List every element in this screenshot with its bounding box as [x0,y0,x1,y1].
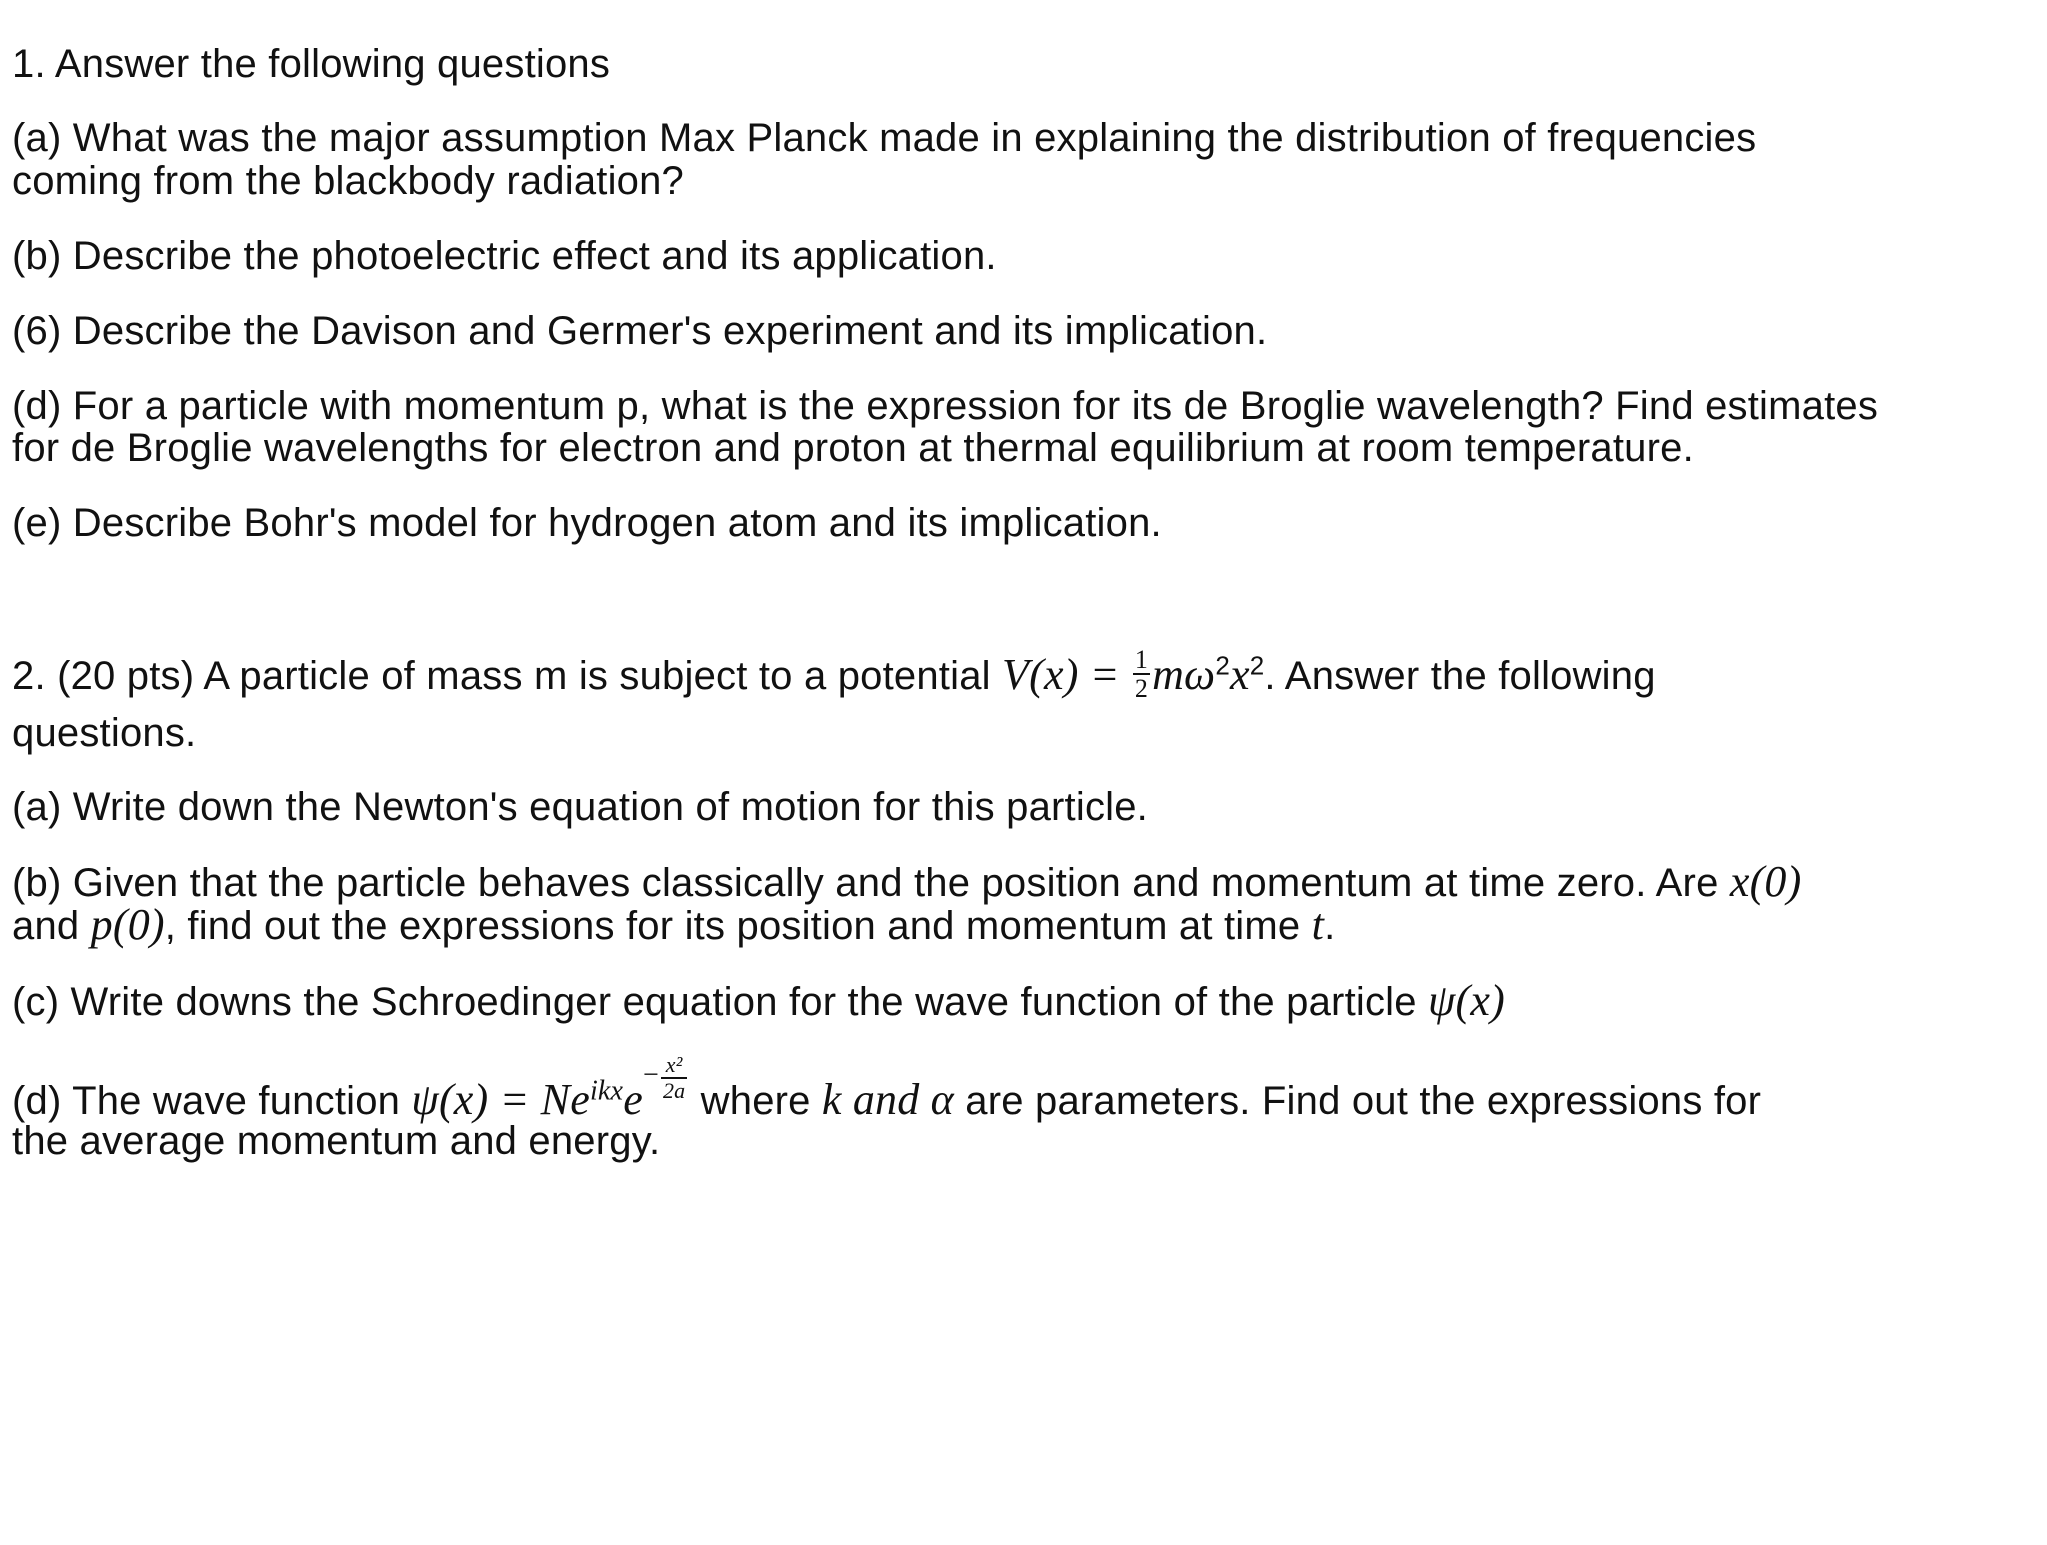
gaussian-minus: − [642,1060,659,1091]
q2d-where: where [689,1079,822,1123]
omega-square: 2 [1215,650,1230,681]
wavefunction-lhs: ψ(x) = Ne [411,1075,590,1124]
q1d-line1: (d) For a particle with momentum p, what is the expression for its de Broglie wavelength? Find estimates [12,384,1879,428]
parameters-k-alpha: k and α [821,1075,954,1124]
one-half-fraction [1133,646,1150,703]
q2d-line2: the average momentum and energy. [12,1119,661,1163]
q1e: (e) Describe Bohr's model for hydrogen atom and its implication. [12,501,1162,545]
gaussian-numerator: x² [661,1053,687,1078]
time-t: t [1311,900,1325,949]
q2c-text: (c) Write downs the Schroedinger equation for the wave function of the particle [12,980,1429,1024]
q2d-suffix: are parameters. Find out the expressions for [953,1079,1762,1123]
q1a-line1: (a) What was the major assumption Max Planck made in explaining the distribution of frequencies [12,116,1757,160]
potential-lhs: V(x) = [1002,649,1131,699]
q2-intro-line2: questions. [12,711,197,755]
q1d-line2: for de Broglie wavelengths for electron and proton at thermal equilibrium at room temperature. [12,426,1694,470]
potential-m-omega: mω [1152,649,1216,699]
q2b-line2 [12,900,1336,949]
potential-x: x [1229,649,1250,699]
q2b-line1 [12,857,1802,906]
q1-title: 1. Answer the following questions [12,42,611,86]
q1a-line2: coming from the blackbody radiation? [12,159,685,203]
ikx-exponent: ikx [589,1075,624,1107]
q2b-line1-text: (b) Given that the particle behaves classically and the position and momentum at time zero. Are [12,861,1730,905]
psi-of-x: ψ(x) [1428,976,1505,1025]
x-square: 2 [1249,650,1265,681]
q2-intro-suffix: . Answer the following [1264,653,1656,698]
q2d-prefix: (d) The wave function [12,1079,412,1123]
q1c: (6) Describe the Davison and Germer's experiment and its implication. [12,309,1268,353]
q2c [12,976,1505,1025]
q2b-line2-end: . [1324,904,1336,948]
gaussian-e: e [623,1075,643,1124]
q2a: (a) Write down the Newton's equation of motion for this particle. [12,785,1148,829]
q2b-line2-text: , find out the expressions for its position and momentum at time [164,904,1312,948]
q1b: (b) Describe the photoelectric effect and its application. [12,234,997,278]
x-zero: x(0) [1729,857,1802,906]
half-numerator: 1 [1134,645,1149,674]
q2b-line2-prefix: and [12,904,91,948]
gaussian-fraction [661,1053,687,1101]
q2-intro-prefix: 2. (20 pts) A particle of mass m is subject to a potential [12,653,1003,698]
gaussian-denominator: 2a [662,1077,686,1103]
gaussian-exponent [643,1053,689,1101]
q2-intro-line1 [12,645,1656,707]
half-denominator: 2 [1134,674,1149,704]
p-zero: p(0) [90,900,165,949]
